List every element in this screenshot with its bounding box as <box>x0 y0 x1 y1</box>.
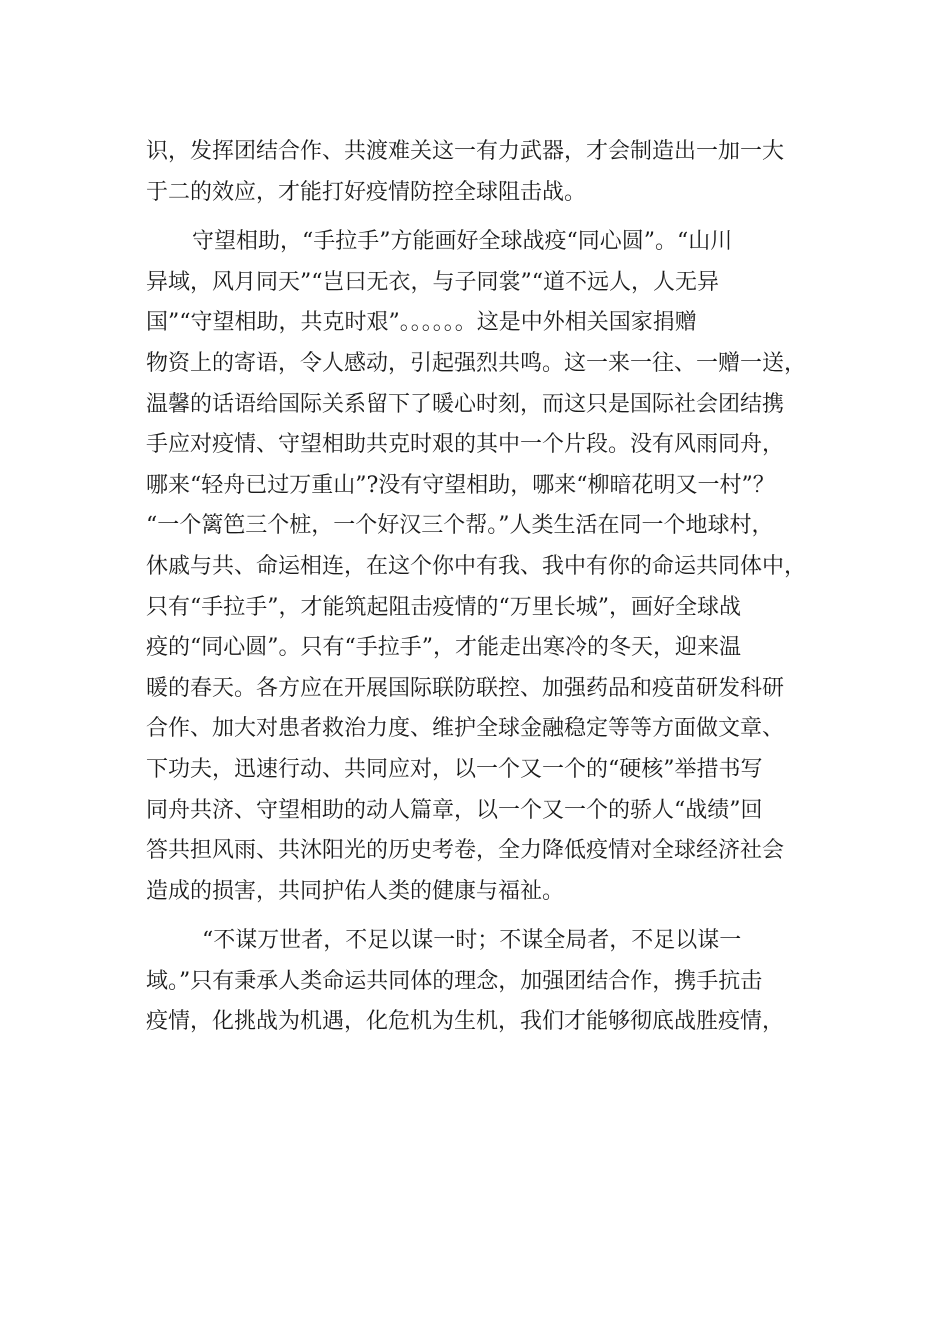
paragraph-spacer <box>146 912 806 921</box>
paragraph-line: 国”“守望相助，共克时艰”。。。。。。这是中外相关国家捐赠 <box>146 310 697 336</box>
paragraph-line: 疫的“同心圆”。只有“手拉手”，才能走出寒冷的冬天，迎来温 <box>146 635 741 661</box>
paragraph-line: 同舟共济、守望相助的动人篇章，以一个又一个的骄人“战绩”回 <box>146 797 763 823</box>
paragraph-line: 只有“手拉手”，才能筑起阻击疫情的“万里长城”，画好全球战 <box>146 594 741 620</box>
paragraph-line: 域。”只有秉承人类命运共同体的理念，加强团结合作，携手抗击 <box>146 968 763 994</box>
paragraph-line: 答共担风雨、共沐阳光的历史考卷，全力降低疫情对全球经济社会 <box>146 838 785 864</box>
paragraph-line: “一个篱笆三个桩，一个好汉三个帮。”人类生活在同一个地球村， <box>146 513 774 539</box>
paragraph-1 <box>146 132 806 213</box>
paragraph-2 <box>146 222 806 912</box>
paragraph-line: 物资上的寄语，令人感动，引起强烈共鸣。这一来一往、一赠一送， <box>146 350 807 376</box>
paragraph-line: 手应对疫情、守望相助共克时艰的其中一个片段。没有风雨同舟， <box>146 432 785 458</box>
paragraph-first-line: 守望相助，“手拉手”方能画好全球战疫“同心圆”。“山川 <box>192 229 733 255</box>
paragraph-3 <box>146 921 806 1043</box>
paragraph-line: 识，发挥团结合作、共渡难关这一有力武器，才会制造出一加一大 <box>146 139 785 164</box>
paragraph-line: 异域，风月同天”“岂曰无衣，与子同裳”“道不远人，人无异 <box>146 269 719 295</box>
paragraph-line: 暖的春天。各方应在开展国际联防联控、加强药品和疫苗研发科研 <box>146 675 785 701</box>
paragraph-line: 下功夫，迅速行动、共同应对，以一个又一个的“硬核”举措书写 <box>146 756 763 782</box>
paragraph-line: 造成的损害，共同护佑人类的健康与福祉。 <box>146 878 565 904</box>
document-body <box>146 132 806 1043</box>
paragraph-line: 休戚与共、命运相连，在这个你中有我、我中有你的命运共同体中， <box>146 553 807 579</box>
paragraph-spacer <box>146 213 806 222</box>
paragraph-line: 疫情，化挑战为机遇，化危机为生机，我们才能够彻底战胜疫情， <box>146 1009 785 1035</box>
paragraph-first-line: “不谋万世者，不足以谋一时；不谋全局者，不足以谋一 <box>202 928 742 954</box>
paragraph-line: 温馨的话语给国际关系留下了暖心时刻，而这只是国际社会团结携 <box>146 391 785 417</box>
paragraph-line: 合作、加大对患者救治力度、维护全球金融稳定等等方面做文章、 <box>146 716 785 742</box>
paragraph-line: 哪来“轻舟已过万重山”?没有守望相助，哪来“柳暗花明又一村”？ <box>146 472 775 498</box>
paragraph-line: 于二的效应，才能打好疫情防控全球阻击战。 <box>146 179 587 205</box>
